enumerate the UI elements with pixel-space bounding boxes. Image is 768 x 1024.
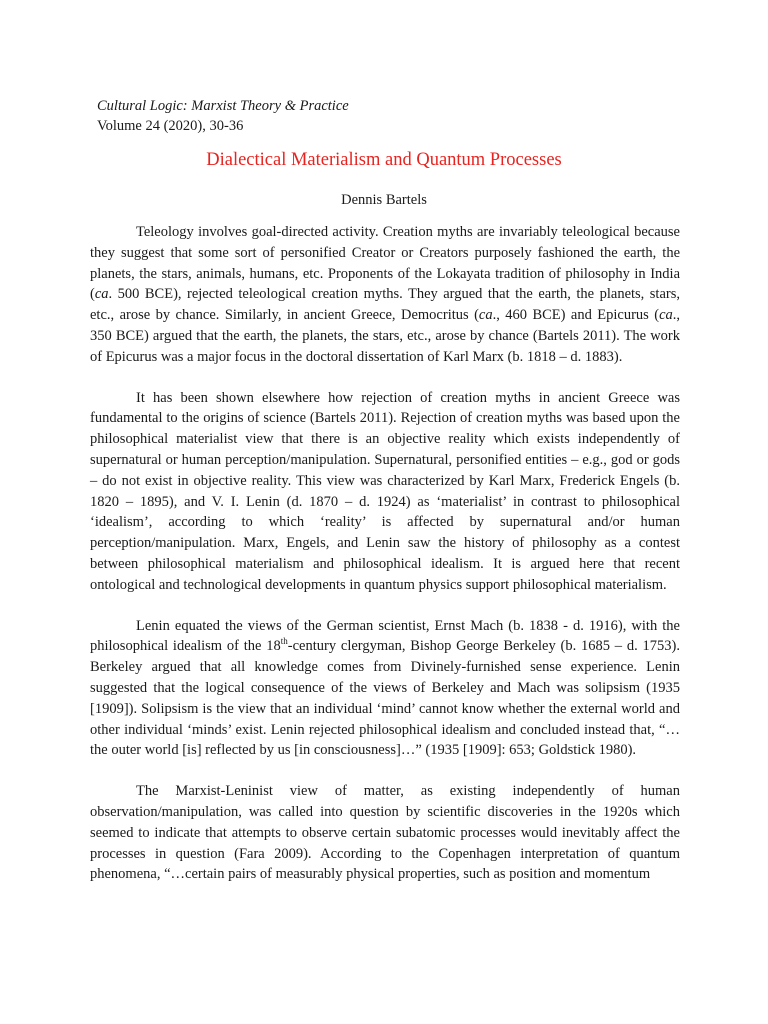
- article-body: [90, 222, 680, 905]
- paragraph-1: [90, 222, 680, 368]
- journal-header: [97, 96, 349, 136]
- p1-ca-1: ca: [94, 286, 109, 303]
- p1-text-a: Teleology involves goal-directed activity. Creation myths are invariably teleological because they suggest that some sort of personified Creator or Creators purposely fashioned the earth, the planets, the stars, animals, humans, etc. Proponents of the Lokayata tradition of philosophy in India (: [90, 224, 680, 303]
- paragraph-4: The Marxist-Leninist view of matter, as existing independently of human observation/manipulation, was called into question by scientific discoveries in the 1920s which seemed to indicate that attempts to observe certain subatomic processes would inevitably affect the processes in question (Fara 2009). According to the Copenhagen interpretation of quantum phenomena, “…certain pairs of measurably physical properties, such as position and momentum: [90, 783, 680, 883]
- paragraph-3: [90, 616, 680, 762]
- p3-text-b: -century clergyman, Bishop George Berkeley (b. 1685 – d. 1753). Berkeley argued that all knowledge comes from Divinely-furnished sense experience. Lenin suggested that the logical consequence of the views of Berkeley and Mach was solipsism (1935 [1909]). Solipsism is the view that an individual ‘mind’ cannot know whether the external world and other individual ‘minds’ exist. Lenin rejected philosophical idealism and concluded instead that, “…the outer world [is] reflected by us [in consciousness]…” (1935 [1909]: 653; Goldstick 1980).: [90, 638, 680, 759]
- p1-text-b: . 500 BCE), rejected teleological creation myths. They argued that the earth, the planets, stars, etc., arose by chance. Similarly, in ancient Greece, Democritus (: [90, 286, 680, 324]
- journal-name: Cultural Logic: Marxist Theory & Practice: [97, 98, 349, 114]
- p1-ca-3: ca: [659, 307, 673, 324]
- p3-superscript: th: [280, 636, 288, 647]
- volume-info: Volume 24 (2020), 30-36: [97, 118, 244, 134]
- paragraph-2: It has been shown elsewhere how rejection of creation myths in ancient Greece was fundamental to the origins of science (Bartels 2011). Rejection of creation myths was based upon the philosophical materialist view that there is an objective reality which exists independently of supernatural or human perception/manipulation. Supernatural, personified entities – e.g., god or gods – do not exist in objective reality. This view was characterized by Karl Marx, Frederick Engels (b. 1820 – 1895), and V. I. Lenin (d. 1870 – d. 1924) as ‘materialist’ in contrast to philosophical ‘idealism’, according to which ‘reality’ is affected by supernatural and/or human perception/manipulation. Marx, Engels, and Lenin saw the history of philosophy as a contest between philosophical materialism and philosophical idealism. It is argued here that recent ontological and technological developments in quantum physics support philosophical materialism.: [90, 389, 680, 593]
- p1-text-d: ., 350 BCE) argued that the earth, the planets, the stars, etc., arose by chance (Bartels 2011). The work of Epicurus was a major focus in the doctoral dissertation of Karl Marx (b. 1818 – d. 1883).: [90, 307, 680, 365]
- p1-text-c: ., 460 BCE) and Epicurus (: [492, 307, 660, 324]
- p1-ca-2: ca: [478, 307, 493, 324]
- p3-text-a: Lenin equated the views of the German scientist, Ernst Mach (b. 1838 - d. 1916), with the philosophical idealism of the 18: [90, 617, 680, 655]
- author-name: Dennis Bartels: [341, 192, 427, 208]
- article-title: Dialectical Materialism and Quantum Processes: [206, 150, 562, 170]
